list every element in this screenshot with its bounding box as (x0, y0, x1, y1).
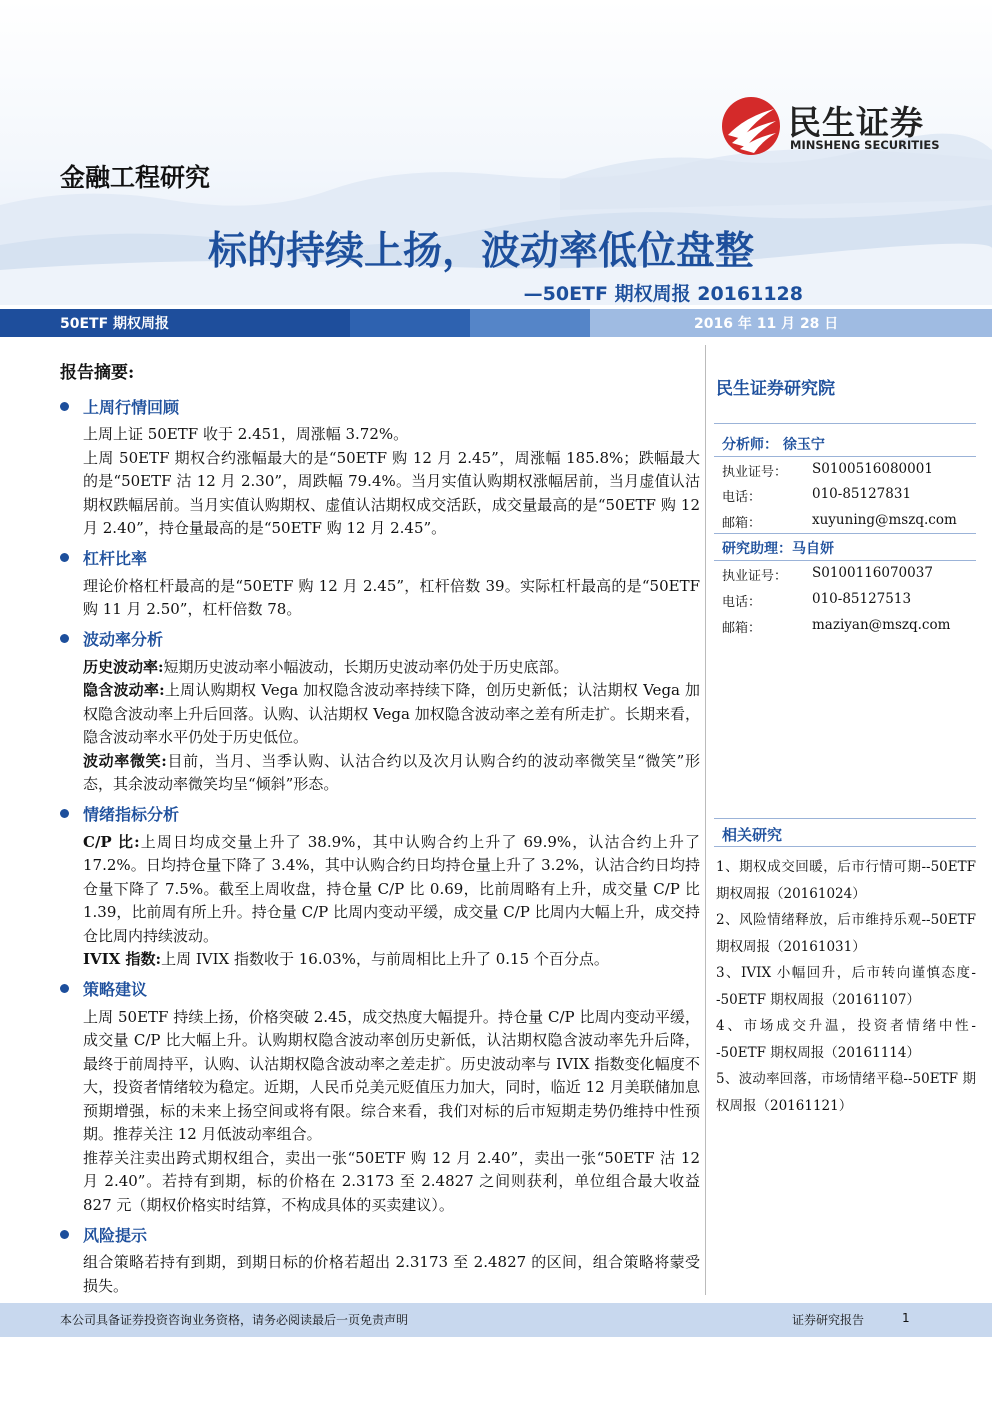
paragraph (83, 1251, 700, 1298)
bullet-icon (60, 402, 69, 411)
section-heading (60, 547, 700, 569)
related-research-list (716, 854, 976, 1119)
assistant-name: 马自妍 (792, 541, 834, 557)
cert-number: S0100516080001 (812, 461, 933, 477)
paragraph-label: C/P 比: (83, 832, 140, 851)
minsheng-logo-icon (720, 95, 782, 157)
related-research-item[interactable]: 2、风险情绪释放，后市维持乐观--50ETF 期权周报（20161031） (716, 912, 976, 955)
section-volatility (60, 628, 700, 797)
paragraph (83, 831, 700, 949)
section-risk (60, 1223, 700, 1298)
bullet-icon (60, 553, 69, 562)
paragraph-label: 隐含波动率: (83, 681, 165, 699)
section-market-review (60, 395, 700, 541)
institute-name: 民生证券研究院 (716, 379, 835, 399)
related-research-item[interactable]: 5、波动率回落，市场情绪平稳--50ETF 期权周报（20161121） (716, 1071, 976, 1114)
section-strategy (60, 978, 700, 1218)
department-label: 金融工程研究 (60, 163, 211, 192)
email-label: 邮箱： (722, 516, 762, 531)
role-label: 研究助理： (722, 541, 792, 557)
brand-logo (720, 95, 950, 155)
report-subtitle: —50ETF 期权周报 20161128 (523, 283, 803, 305)
bullet-icon (60, 984, 69, 993)
section-title: 波动率分析 (83, 630, 164, 649)
report-series-label: 50ETF 期权周报 (60, 316, 170, 332)
paragraph-text: 短期历史波动率小幅波动，长期历史波动率仍处于历史底部。 (163, 657, 569, 676)
header-band-segment (470, 309, 590, 337)
paragraph-label: 波动率微笑: (83, 751, 167, 770)
divider (714, 560, 976, 561)
phone-label: 电话： (722, 595, 762, 610)
bullet-icon (60, 1230, 69, 1239)
paragraph-label: 历史波动率: (83, 657, 164, 676)
section-heading (60, 395, 700, 417)
page-number: 1 (902, 1311, 910, 1325)
section-sentiment (60, 803, 700, 972)
section-title: 风险提示 (83, 1225, 148, 1245)
divider (714, 846, 976, 847)
paragraph (83, 447, 700, 541)
divider (714, 533, 976, 534)
paragraph (83, 575, 700, 622)
paragraph (83, 679, 700, 750)
phone-label: 电话： (722, 490, 762, 505)
cert-number: S0100116070037 (812, 565, 933, 581)
paragraph-text: 上周 IVIX 指数收于 16.03%，与前周相比上升了 0.15 个百分点。 (161, 950, 609, 968)
paragraph (83, 656, 700, 680)
summary-column (60, 358, 700, 1298)
role-label: 分析师： (722, 437, 778, 453)
paragraph-text: 推荐关注卖出跨式期权组合，卖出一张“50ETF 购 12 月 2.40”，卖出一张“50ETF 沽 12 月 2.40”。若持有到期，标的价格在 2.3173 至 2.4827 之间则获利，单位组合最大收益 827 元（期权价格实时结算，不构成具体的买卖建议）。 (83, 1148, 700, 1214)
section-heading (60, 803, 700, 825)
brand-name-cn: 民生证券 (788, 103, 924, 142)
bullet-icon (60, 634, 69, 643)
footer-disclaimer: 本公司具备证券投资咨询业务资格，请务必阅读最后一页免责声明 (60, 1313, 409, 1327)
related-research-item[interactable]: 3、IVIX 小幅回升，后市转向谨慎态度--50ETF 期权周报（20161107） (716, 965, 976, 1008)
analyst-role (722, 434, 825, 454)
paragraph (83, 1006, 700, 1147)
related-research-item[interactable]: 4、市场成交升温，投资者情绪中性--50ETF 期权周报（20161114） (716, 1018, 976, 1061)
paragraph (83, 750, 700, 797)
report-title: 标的持续上扬，波动率低位盘整 (207, 229, 754, 274)
section-title: 上周行情回顾 (83, 397, 180, 417)
section-title: 策略建议 (83, 980, 148, 999)
report-date: 2016 年 11 月 28 日 (694, 316, 839, 332)
paragraph (83, 423, 700, 447)
related-research-item[interactable]: 1、期权成交回暖，后市行情可期--50ETF 期权周报（20161024） (716, 859, 976, 902)
assistant-role (722, 538, 834, 558)
paragraph (83, 948, 700, 972)
divider (714, 423, 976, 424)
paragraph-text: 上周上证 50ETF 收于 2.451，周涨幅 3.72%。 (83, 425, 409, 443)
summary-heading: 报告摘要: (60, 363, 135, 383)
bullet-icon (60, 809, 69, 818)
section-heading (60, 628, 700, 650)
paragraph-text: 上周 50ETF 持续上扬，价格突破 2.45，成交热度大幅提升。持仓量 C/P 比周内变动平缓，成交量 C/P 比大幅上升。认购期权隐含波动率创历史新低，认沽期权隐含波动率先升后降，最终于前周持平，认购、认沽期权隐含波动率之差走扩。历史波动率与 IVIX 指数变化幅度不大，投资者情绪较为稳定。近期，人民币兑美元贬值压力加大，同时，临近 12 月美联储加息预期增强，标的未来上扬空间或将有限。综合来看，我们对标的后市短期走势仍维持中性预期。推荐关注 12 月低波动率组合。 (83, 1007, 700, 1143)
email-link[interactable]: maziyan@mszq.com (812, 617, 951, 633)
paragraph-text: 理论价格杠杆最高的是“50ETF 购 12 月 2.45”，杠杆倍数 39。实际杠杆最高的是“50ETF 购 11 月 2.50”，杠杆倍数 78。 (83, 576, 700, 618)
paragraph (83, 1147, 700, 1218)
email-label: 邮箱： (722, 621, 762, 636)
section-leverage (60, 547, 700, 622)
section-title: 杠杆比率 (83, 549, 148, 568)
header-band-segment (350, 309, 470, 337)
section-title: 情绪指标分析 (83, 805, 180, 824)
paragraph-label: IVIX 指数: (83, 950, 162, 968)
analyst-name: 徐玉宁 (782, 437, 825, 453)
footer-report-type: 证券研究报告 (792, 1313, 865, 1327)
email-link[interactable]: xuyuning@mszq.com (812, 512, 957, 528)
column-divider (705, 345, 706, 1295)
phone-number: 010-85127513 (812, 591, 912, 607)
paragraph-text: 目前，当月、当季认购、认沽合约以及次月认购合约的波动率微笑呈“微笑”形态，其余波动率微笑均呈“倾斜”形态。 (83, 751, 700, 793)
section-heading (60, 978, 700, 1000)
paragraph-text: 上周认购期权 Vega 加权隐含波动率持续下降，创历史新低；认沽期权 Vega 加权隐含波动率上升后回落。认购、认沽期权 Vega 加权隐含波动率之差有所走扩。长期来看，隐含波动率水平仍处于历史低位。 (83, 681, 700, 746)
section-heading (60, 1223, 700, 1245)
paragraph-text: 上周 50ETF 期权合约涨幅最大的是“50ETF 购 12 月 2.45”，周涨幅 185.8%；跌幅最大的是“50ETF 沽 12 月 2.30”，周跌幅 79.4%。当月实值认购期权涨幅居前，当月虚值认沽期权跌幅居前。当月实值认购期权、虚值认沽期权成交活跃，成交量最高的是“50ETF 购 12 月 2.40”，持仓量最高的是“50ETF 购 12 月 2.45”。 (83, 448, 700, 537)
brand-name-en: MINSHENG SECURITIES (790, 138, 940, 152)
paragraph-text: 上周日均成交量上升了 38.9%，其中认购合约上升了 69.9%，认沽合约上升了 17.2%。日均持仓量下降了 3.4%，其中认购合约日均持仓量上升了 3.2%，认沽合约日均持仓量下降了 7.5%。截至上周收盘，持仓量 C/P 比 0.69，比前周略有上升，成交量 C/P 比 1.39，比前周有所上升。持仓量 C/P 比周内变动平缓，成交量 C/P 比周内大幅上升，成交持仓比周内持续波动。 (83, 832, 700, 945)
paragraph-text: 组合策略若持有到期，到期日标的价格若超出 2.3173 至 2.4827 的区间，组合策略将蒙受损失。 (83, 1253, 700, 1295)
phone-number: 010-85127831 (812, 486, 912, 502)
cert-label: 执业证号： (722, 569, 788, 584)
divider (714, 818, 976, 819)
related-research-heading: 相关研究 (722, 826, 783, 844)
divider (714, 456, 976, 457)
cert-label: 执业证号： (722, 465, 788, 480)
